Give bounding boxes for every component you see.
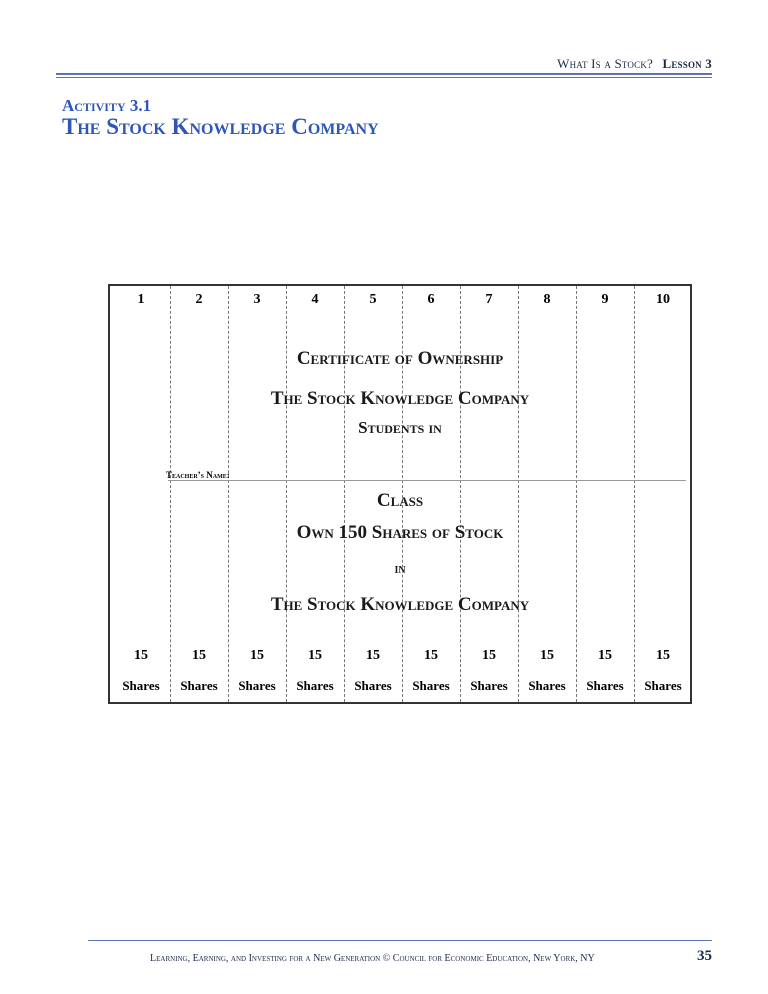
column-number: 4 — [311, 292, 319, 307]
running-header — [557, 56, 712, 72]
certificate-heading: Certificate of Ownership — [296, 348, 504, 369]
share-label: Shares — [238, 678, 276, 693]
header-rule — [56, 73, 712, 75]
certificate-company: The Stock Knowledge Company — [270, 388, 530, 409]
share-count: 15 — [366, 648, 380, 663]
footer-rule — [88, 940, 712, 941]
activity-label: Activity 3.1 — [62, 96, 152, 115]
share-label: Shares — [122, 678, 160, 693]
certificate-class: Class — [376, 490, 424, 511]
share-label: Shares — [296, 678, 334, 693]
share-count: 15 — [482, 648, 496, 663]
column-number: 10 — [656, 292, 670, 307]
share-label: Shares — [644, 678, 682, 693]
column-number: 6 — [427, 292, 435, 307]
page-number: 35 — [697, 948, 712, 964]
share-count: 15 — [192, 648, 206, 663]
certificate-company-bottom: The Stock Knowledge Company — [270, 594, 530, 615]
teacher-name-label: Teacher’s Name: — [166, 470, 230, 480]
share-count: 15 — [134, 648, 148, 663]
footer-text: Learning, Earning, and Investing for a New Generation © Council for Economic Education, New York, NY — [150, 953, 595, 964]
header-lesson: Lesson 3 — [662, 56, 712, 71]
share-label: Shares — [528, 678, 566, 693]
teacher-name-line[interactable] — [168, 480, 686, 481]
share-label: Shares — [354, 678, 392, 693]
column-number: 3 — [253, 292, 261, 307]
share-count: 15 — [598, 648, 612, 663]
share-count: 15 — [308, 648, 322, 663]
activity-title: The Stock Knowledge Company — [62, 114, 379, 139]
column-number: 9 — [601, 292, 609, 307]
stock-certificate — [108, 284, 692, 704]
header-rule-thin — [56, 77, 712, 78]
column-number: 2 — [195, 292, 203, 307]
column-number: 5 — [369, 292, 377, 307]
certificate-shares-owned: Own 150 Shares of Stock — [296, 522, 504, 543]
certificate-in: in — [394, 562, 406, 577]
share-count: 15 — [424, 648, 438, 663]
header-title: What Is a Stock? — [557, 56, 653, 71]
share-label: Shares — [586, 678, 624, 693]
certificate-students-in: Students in — [358, 418, 442, 437]
share-label: Shares — [412, 678, 450, 693]
share-label: Shares — [470, 678, 508, 693]
share-label: Shares — [180, 678, 218, 693]
share-count: 15 — [656, 648, 670, 663]
column-number: 8 — [543, 292, 551, 307]
column-number: 7 — [485, 292, 493, 307]
column-number: 1 — [137, 292, 145, 307]
share-count: 15 — [250, 648, 264, 663]
share-count: 15 — [540, 648, 554, 663]
